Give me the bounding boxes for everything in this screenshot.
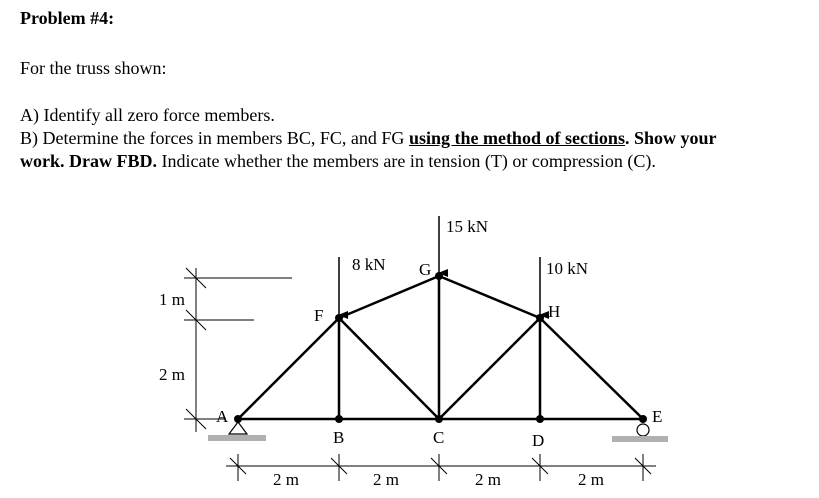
part-b-instructions: Indicate whether the members are in tension (T) or compression (C). <box>157 151 656 171</box>
joint-d <box>536 415 544 423</box>
roller-support-e <box>612 424 668 442</box>
joint-c <box>435 415 443 423</box>
vertical-dimension <box>184 268 292 432</box>
node-label-a: A <box>216 407 229 426</box>
dimension-height-upper: 1 m <box>159 290 185 309</box>
node-label-c: C <box>433 428 445 447</box>
method-of-sections-emphasis: using the method of sections <box>408 128 625 148</box>
member-gh <box>439 276 540 318</box>
truss-members <box>238 276 643 419</box>
member-he <box>540 318 643 419</box>
part-b-period: . <box>624 128 630 148</box>
draw-fbd-emphasis: work. Draw FBD. <box>20 151 157 171</box>
node-label-f: F <box>314 306 324 325</box>
truss-joints <box>234 272 647 423</box>
joint-g <box>435 272 443 280</box>
problem-title: Problem #4: <box>20 8 115 28</box>
node-label-d: D <box>532 431 545 450</box>
member-fg <box>339 276 439 318</box>
part-b-prefix: B) Determine the forces in members BC, FC, and FG <box>20 128 409 148</box>
load-label-f: 8 kN <box>352 255 386 274</box>
dimension-span-de: 2 m <box>578 470 604 489</box>
part-a-text: A) Identify all zero force members. <box>20 105 275 125</box>
member-af <box>238 318 339 419</box>
node-label-b: B <box>333 428 345 447</box>
joint-e <box>639 415 647 423</box>
dimension-span-cd: 2 m <box>475 470 501 489</box>
member-fc <box>339 318 439 419</box>
node-label-g: G <box>419 260 432 279</box>
span-labels <box>273 470 604 489</box>
load-label-g: 15 kN <box>446 217 489 236</box>
dimension-span-ab: 2 m <box>273 470 299 489</box>
dimension-span-bc: 2 m <box>373 470 399 489</box>
load-label-h: 10 kN <box>546 259 589 278</box>
member-ch <box>439 318 540 419</box>
joint-f <box>335 314 343 322</box>
node-label-h: H <box>548 302 561 321</box>
node-label-e: E <box>652 407 663 426</box>
joint-b <box>335 415 343 423</box>
joint-h <box>536 314 544 322</box>
show-work-emphasis: Show your <box>629 128 717 148</box>
dimension-height-lower: 2 m <box>159 365 185 384</box>
intro-text: For the truss shown: <box>20 58 167 78</box>
